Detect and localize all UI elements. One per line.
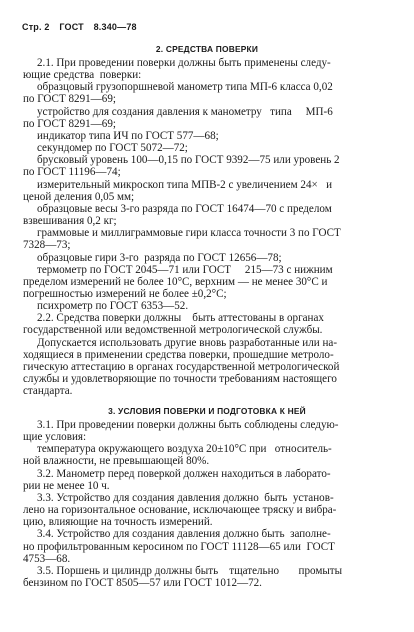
text-line: 7328—73; <box>23 239 71 252</box>
text-line: температура окружающего воздуха 20±10°С при относитель- <box>37 443 332 456</box>
text-line: пределом измерений не более 10°С, верхним — не менее 30°С и <box>23 275 328 288</box>
text-line: государственной или ведомственной метрологической службы. <box>23 324 323 337</box>
text-line: 3.4. Устройство для создания давления должно быть заполне- <box>37 528 331 541</box>
text-line: образцовые весы 3-го разряда по ГОСТ 16474—70 с пределом <box>37 202 332 215</box>
section-2-body <box>23 57 393 397</box>
text-line: 3.3. Устройство для создания давления должно быть установ- <box>37 491 334 504</box>
text-line: Допускается использовать другие вновь разработанные или на- <box>37 336 338 349</box>
text-line: гическую аттестацию в органах государственной метрологической <box>23 360 340 373</box>
text-line: щие условия: <box>23 431 87 444</box>
gost-number: 8.340—78 <box>93 22 137 32</box>
text-line: службы и удовлетворяющие по точности требованиям настоящего <box>23 373 337 386</box>
text-line: по ГОСТ 8291—69; <box>23 117 116 130</box>
text-line: 4753—68. <box>23 552 71 565</box>
text-line: 3.2. Манометр перед поверкой должен находиться в лаборато- <box>37 467 331 480</box>
text-line: бензином по ГОСТ 8505—57 или ГОСТ 1012—72. <box>23 577 262 590</box>
text-line: ходящиеся в применении средства поверки, прошедшие метроло- <box>23 348 334 361</box>
text-line: образцовый грузопоршневой манометр типа МП-6 класса 0,02 <box>37 81 333 94</box>
section-3-title: 3. УСЛОВИЯ ПОВЕРКИ И ПОДГОТОВКА К НЕЙ <box>108 406 306 416</box>
text-line: граммовые и миллиграммовые гири класса точности 3 по ГОСТ <box>37 227 341 240</box>
text-line: погрешностью измерений не более ±0,2°С; <box>23 287 227 300</box>
text-line: стандарта. <box>23 385 73 398</box>
text-line: ющие средства поверки: <box>23 69 142 82</box>
gost-label: ГОСТ <box>59 22 84 32</box>
text-line: лено на горизонтальное основание, исключающее тряску и вибра- <box>23 504 337 517</box>
page-header <box>22 22 144 32</box>
text-line: взвешивания 0,2 кг; <box>23 215 117 228</box>
text-line: рии не менее 10 ч. <box>23 479 110 492</box>
text-line: секундомер по ГОСТ 5072—72; <box>37 142 188 155</box>
text-line: измерительный микроскоп типа МПВ-2 с увеличением 24× и <box>37 178 333 191</box>
text-line: психрометр по ГОСТ 6353—52. <box>37 300 189 313</box>
page-number: Стр. 2 <box>22 22 50 32</box>
text-line: устройство для создания давления к манометру типа МП-6 <box>37 105 333 118</box>
section-3-body <box>23 419 393 589</box>
text-line: термометр по ГОСТ 2045—71 или ГОСТ 215—73 с нижним <box>37 263 333 276</box>
text-line: образцовые гири 3-го разряда по ГОСТ 12656—78; <box>37 251 282 264</box>
text-line: 3.5. Поршень и цилиндр должны быть тщательно промыты <box>37 564 343 577</box>
text-line: 2.1. При проведении поверки должны быть применены следу- <box>37 57 331 69</box>
text-line: 3.1. При проведении поверки должны быть соблюдены следую- <box>37 419 339 431</box>
text-line: 2.2. Средства поверки должны быть аттестованы в органах <box>37 312 324 325</box>
text-line: ной влажности, не превышающей 80%. <box>23 455 210 468</box>
text-line: по ГОСТ 11196—74; <box>23 166 121 179</box>
section-2-title: 2. СРЕДСТВА ПОВЕРКИ <box>155 44 259 54</box>
text-line: цию, влияющие на точность измерений. <box>23 516 213 529</box>
text-line: ценой деления 0,05 мм; <box>23 190 135 203</box>
text-line: индикатор типа ИЧ по ГОСТ 577—68; <box>37 129 219 142</box>
text-line: по ГОСТ 8291—69; <box>23 93 116 106</box>
text-line: брусковый уровень 100—0,15 по ГОСТ 9392—75 или уровень 2 <box>37 154 340 167</box>
text-line: но профильтрованным керосином по ГОСТ 11128—65 или ГОСТ <box>23 540 335 553</box>
